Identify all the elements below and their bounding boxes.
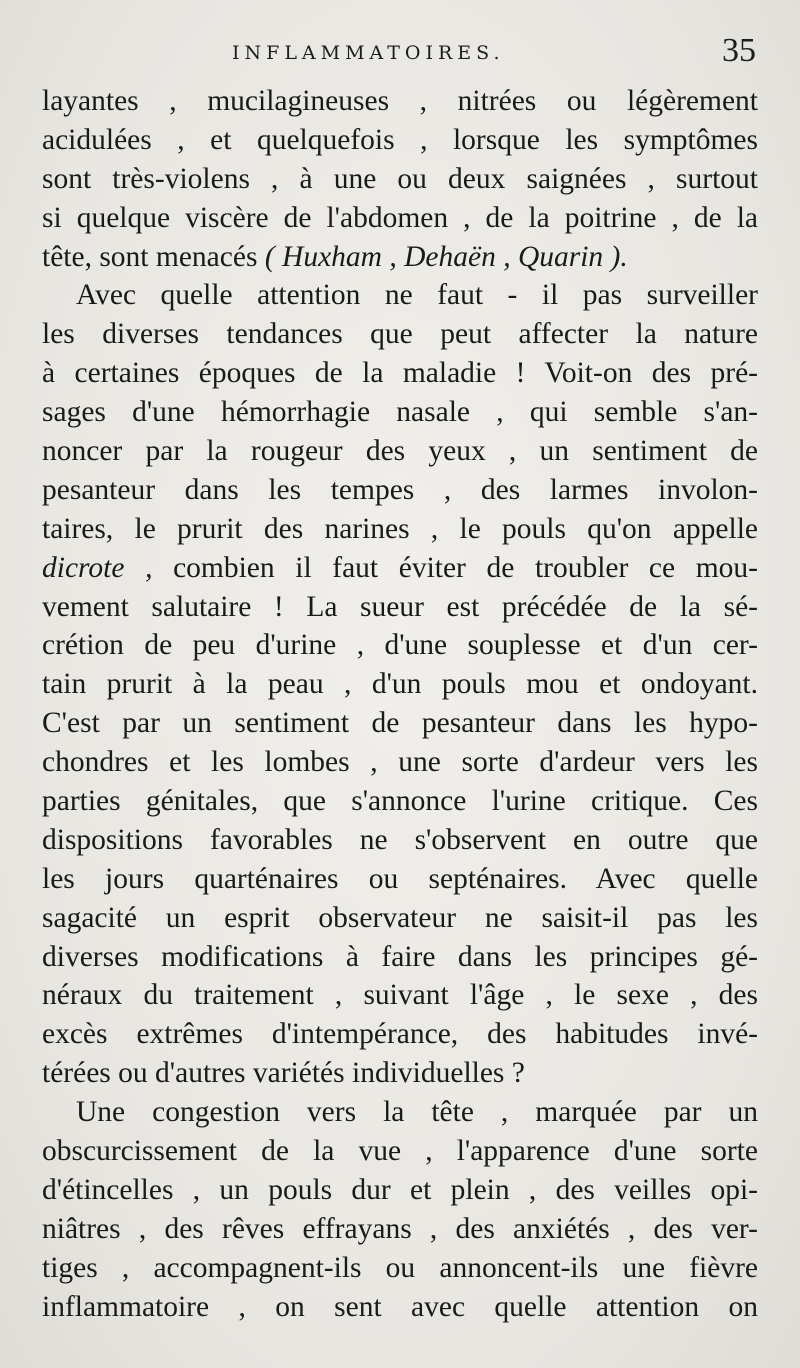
text-line [42, 160, 758, 199]
text-segment: noncer par la rougeur des yeux , un sentiment de [42, 435, 758, 468]
text-segment: vement salutaire ! La sueur est précédée de la sé- [42, 590, 758, 623]
text-line [42, 393, 758, 432]
text-segment: sont très-violens , à une ou deux saignées , surtout [42, 162, 758, 195]
text-line [42, 1054, 758, 1093]
text-segment: combien il faut éviter de troubler ce mou- [152, 551, 758, 584]
text-line [42, 1015, 758, 1054]
text-segment: tête, sont menacés [42, 240, 265, 273]
text-line [42, 315, 758, 354]
text-line [42, 938, 758, 977]
text-line [42, 549, 758, 588]
text-line [42, 1093, 758, 1132]
text-line [42, 821, 758, 860]
italic-text: dicrote , [42, 551, 153, 584]
text-line [42, 1132, 758, 1171]
text-line [42, 1171, 758, 1210]
text-segment: excès extrêmes d'intempérance, des habitudes invé- [42, 1018, 758, 1051]
text-line [42, 1210, 758, 1249]
text-segment: niâtres , des rêves effrayans , des anxiétés , des ver- [42, 1212, 758, 1245]
text-line [42, 276, 758, 315]
text-line [42, 976, 758, 1015]
text-line [42, 1249, 758, 1288]
body-text [42, 82, 758, 1327]
text-line [42, 588, 758, 627]
text-line [42, 121, 758, 160]
page-number: 35 [722, 32, 756, 69]
text-segment: parties génitales, que s'annonce l'urine critique. Ces [42, 785, 758, 818]
text-segment: chondres et les lombes , une sorte d'ardeur vers les [42, 746, 758, 779]
text-line [42, 432, 758, 471]
text-segment: inflammatoire , on sent avec quelle attention on [42, 1290, 758, 1323]
text-segment: taires, le prurit des narines , le pouls qu'on appelle [42, 512, 758, 545]
running-title: INFLAMMATOIRES. [232, 42, 505, 64]
text-segment: dispositions favorables ne s'observent en outre que [42, 823, 758, 856]
text-segment: sages d'une hémorrhagie nasale , qui semble s'an- [42, 396, 758, 429]
text-line [42, 626, 758, 665]
text-segment: Avec quelle attention ne faut - il pas surveiller [76, 279, 758, 312]
text-line [42, 238, 758, 277]
text-line [42, 899, 758, 938]
text-line [42, 782, 758, 821]
text-segment: layantes , mucilagineuses , nitrées ou légèrement [42, 85, 758, 117]
text-line [42, 510, 758, 549]
italic-text: ( Huxham , Dehaën , Quarin ). [264, 240, 628, 273]
text-segment: acidulées , et quelquefois , lorsque les symptômes [42, 123, 758, 156]
text-line [42, 704, 758, 743]
text-segment: si quelque viscère de l'abdomen , de la poitrine , de la [42, 201, 758, 234]
text-segment: tiges , accompagnent-ils ou annoncent-ils une fièvre [42, 1251, 758, 1284]
text-line [42, 860, 758, 899]
text-line [42, 82, 758, 121]
text-segment: néraux du traitement , suivant l'âge , le sexe , des [42, 979, 758, 1012]
text-segment: les jours quarténaires ou septénaires. Avec quelle [42, 862, 758, 895]
text-segment: d'étincelles , un pouls dur et plein , des veilles opi- [42, 1173, 758, 1206]
text-segment: diverses modifications à faire dans les principes gé- [42, 940, 758, 973]
text-segment: à certaines époques de la maladie ! Voit-on des pré- [42, 357, 758, 390]
text-segment: sagacité un esprit observateur ne saisit-il pas les [42, 901, 758, 934]
text-line [42, 1288, 758, 1327]
text-line [42, 665, 758, 704]
page-header [0, 32, 800, 78]
text-segment: crétion de peu d'urine , d'une souplesse et d'un cer- [42, 629, 758, 662]
text-segment: les diverses tendances que peut affecter la nature [42, 318, 758, 351]
text-line [42, 354, 758, 393]
text-segment: tain prurit à la peau , d'un pouls mou et ondoyant. [42, 668, 758, 701]
text-line [42, 743, 758, 782]
text-line [42, 471, 758, 510]
text-segment: pesanteur dans les tempes , des larmes involon- [42, 473, 758, 506]
text-line [42, 199, 758, 238]
text-segment: térées ou d'autres variétés individuelles ? [42, 1057, 525, 1090]
text-segment: Une congestion vers la tête , marquée par un [76, 1096, 758, 1129]
text-segment: C'est par un sentiment de pesanteur dans les hypo- [42, 707, 758, 740]
text-segment: obscurcissement de la vue , l'apparence d'une sorte [42, 1135, 758, 1168]
